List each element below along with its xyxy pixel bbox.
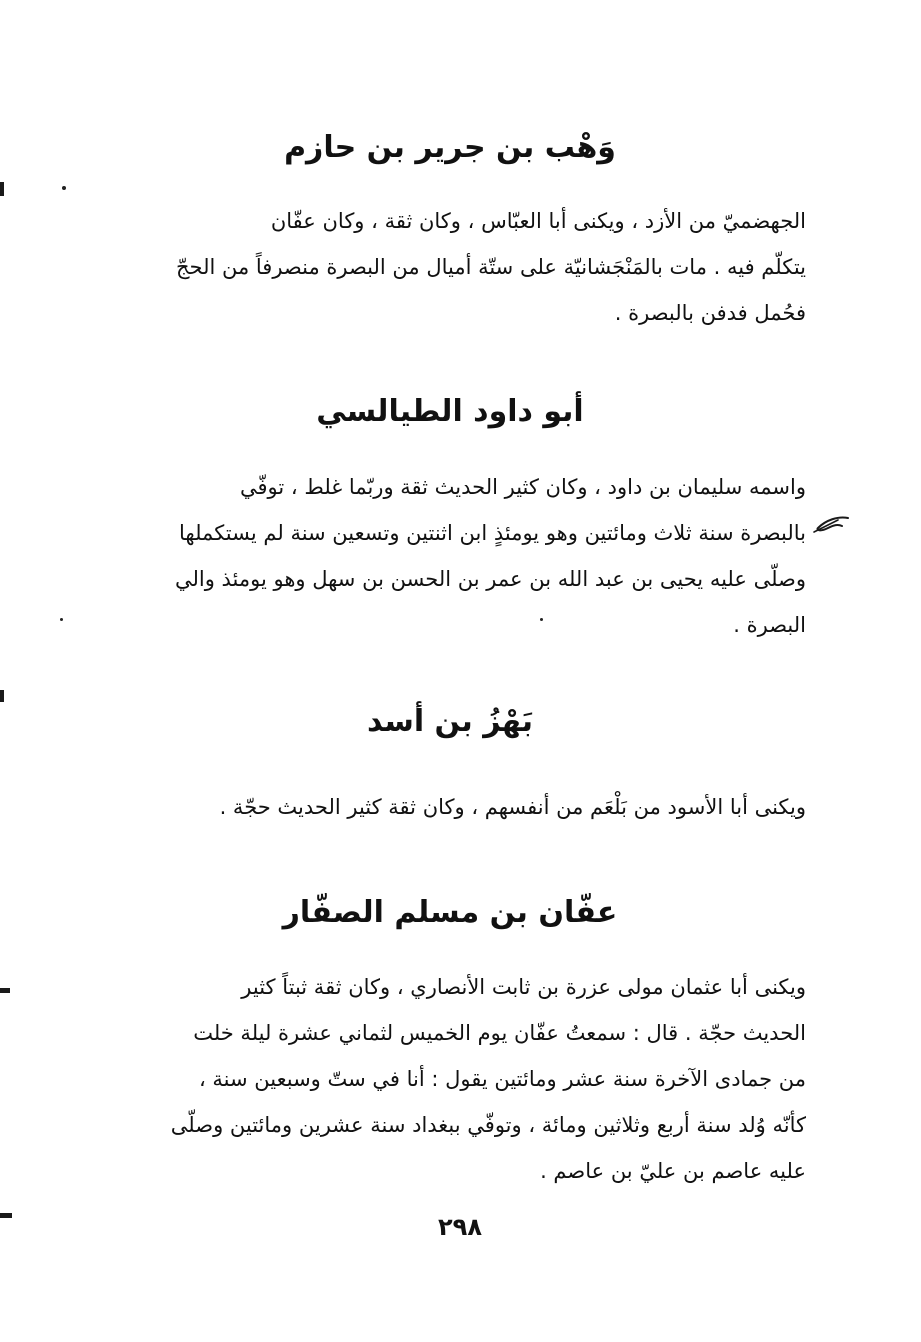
- entry-title-affan: عفّان بن مسلم الصفّار: [282, 895, 618, 930]
- text-line: من جمادى الآخرة سنة عشر ومائتين يقول : أنا في ستّ وسبعين سنة ،: [198, 1067, 806, 1091]
- scan-speck: [62, 186, 66, 190]
- text-line: واسمه سليمان بن داود ، وكان كثير الحديث ثقة وربّما غلط ، توفّي: [240, 475, 806, 499]
- text-line: الحديث حجّة . قال : سمعتُ عفّان يوم الخميس لثماني عشرة ليلة خلت: [193, 1021, 806, 1045]
- text-line: فحُمل فدفن بالبصرة .: [614, 301, 806, 325]
- entry-text-wahb: [100, 198, 806, 336]
- margin-annotation-mark-icon: [808, 512, 852, 538]
- scan-edge-mark: [0, 1213, 12, 1218]
- scan-speck: [540, 618, 543, 621]
- scan-speck: [60, 618, 63, 621]
- text-line: ويكنى أبا عثمان مولى عزرة بن ثابت الأنصاري ، وكان ثقة ثبتاً كثير: [241, 975, 806, 999]
- entry-text-affan: [100, 964, 806, 1194]
- scan-edge-mark: [0, 690, 4, 702]
- entry-text-bahz: [100, 784, 806, 830]
- text-line: بالبصرة سنة ثلاث ومائتين وهو يومئذٍ ابن اثنتين وتسعين سنة لم يستكملها: [179, 521, 806, 545]
- entry-title-abu-dawud: أبو داود الطيالسي: [316, 394, 584, 429]
- entry-title-bahz: بَهْزُ بن أسد: [367, 704, 533, 739]
- scan-edge-mark: [0, 182, 4, 196]
- page-number: ٢٩٨: [438, 1213, 482, 1241]
- text-line: وصلّى عليه يحيى بن عبد الله بن عمر بن الحسن بن سهل وهو يومئذ والي: [174, 567, 806, 591]
- scan-edge-mark: [0, 988, 10, 993]
- text-line: عليه عاصم بن عليّ بن عاصم .: [540, 1159, 806, 1183]
- text-line: يتكلّم فيه . مات بالمَنْجَشانيّة على ستّة أميال من البصرة منصرفاً من الحجّ: [175, 255, 806, 279]
- text-line: الجهضميّ من الأزد ، ويكنى أبا العبّاس ، وكان ثقة ، وكان عفّان: [270, 209, 806, 233]
- text-line: البصرة .: [733, 613, 806, 637]
- entry-title-wahb: وَهْب بن جرير بن حازم: [284, 130, 616, 165]
- text-line: كأنّه وُلد سنة أربع وثلاثين ومائة ، وتوفّي ببغداد سنة عشرين ومائتين وصلّى: [170, 1113, 806, 1137]
- text-line: ويكنى أبا الأسود من بَلْعَم من أنفسهم ، وكان ثقة كثير الحديث حجّة .: [219, 795, 806, 819]
- entry-text-abu-dawud: [100, 464, 806, 648]
